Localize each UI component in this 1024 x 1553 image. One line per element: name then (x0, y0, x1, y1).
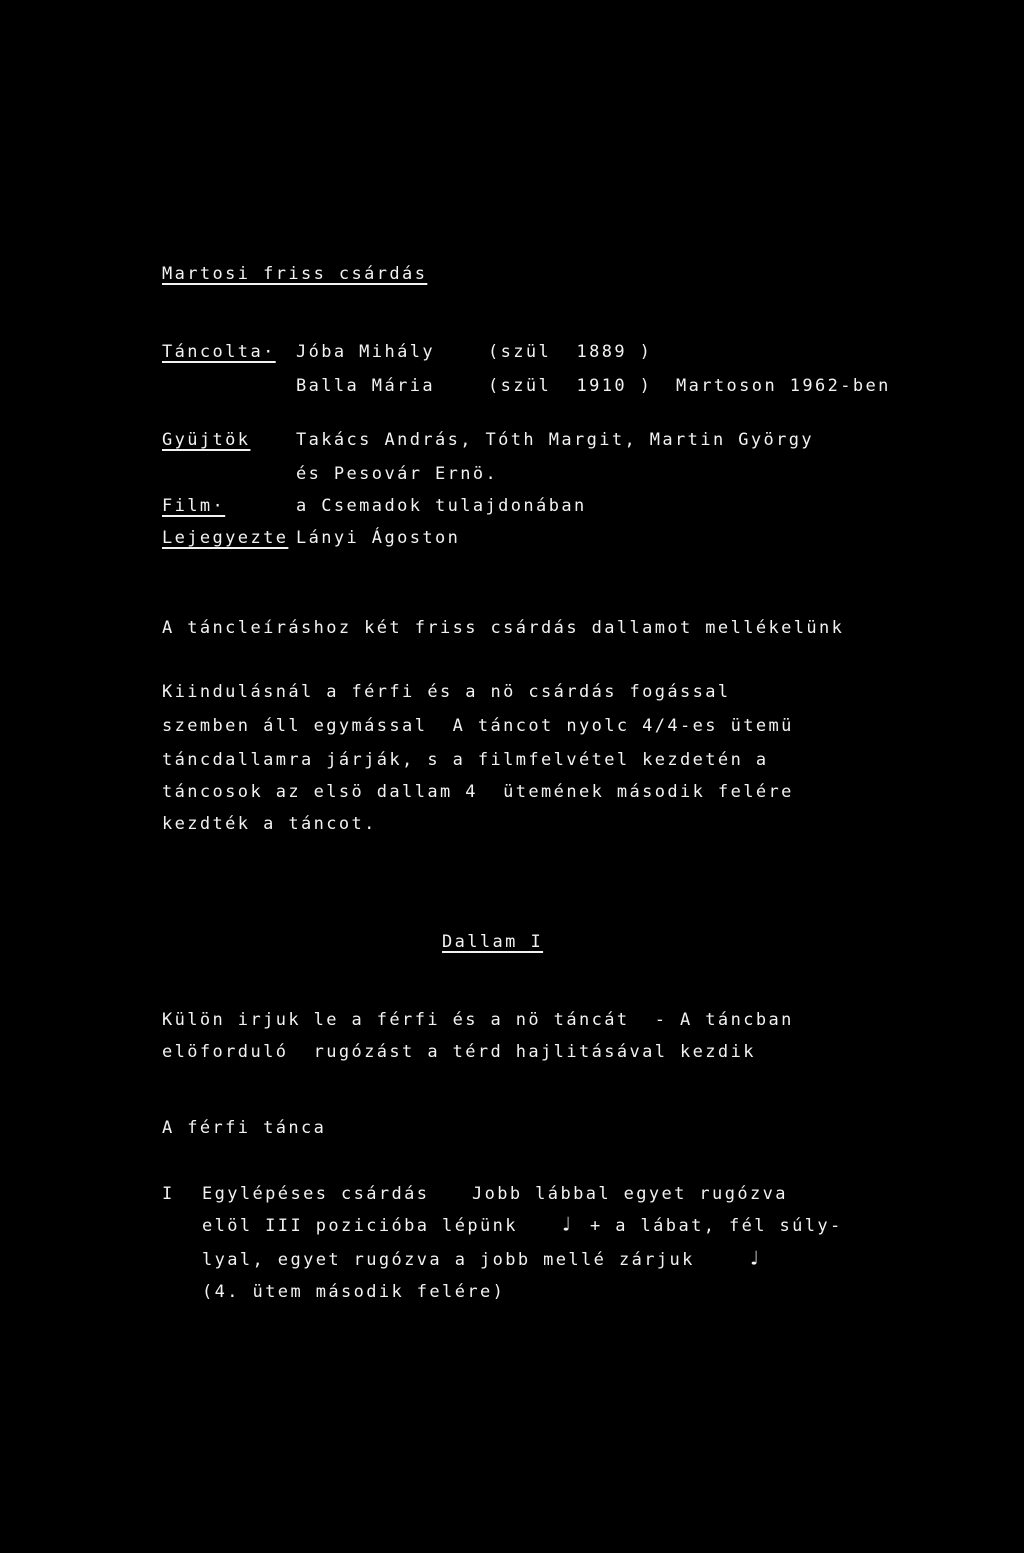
collectors-line1: Takács András, Tóth Margit, Martin György (296, 430, 815, 450)
collectors-line2: és Pesovár Ernö. (296, 464, 499, 484)
section-line: elöforduló rugózást a térd hajlitásával kezdik (162, 1042, 756, 1062)
film-value: a Csemadok tulajdonában (296, 496, 587, 516)
page-title: Martosi friss csárdás (162, 264, 428, 284)
paragraph-line: szemben áll egymással A táncot nyolc 4/4-es ütemü (162, 716, 794, 736)
quarter-note-icon: ♩ (748, 1246, 763, 1270)
step-line1-rest: Jobb lábbal egyet rugózva (472, 1184, 788, 1204)
section-heading: Dallam I (442, 932, 544, 952)
subheading: A férfi tánca (162, 1118, 327, 1138)
notated-label: Lejegyezte (162, 528, 289, 548)
dancer2-born: (szül 1910 ) (488, 376, 653, 396)
dancer1-name: Jóba Mihály (296, 342, 435, 362)
dancer1-born: (szül 1889 ) (488, 342, 653, 362)
intro-line: A táncleíráshoz két friss csárdás dallamot mellékelünk (162, 618, 845, 638)
paragraph-line: Kiindulásnál a férfi és a nö csárdás fogással (162, 682, 731, 702)
dancer2-place-year: Martoson 1962-ben (676, 376, 891, 396)
step-line4: (4. ütem második felére) (202, 1282, 506, 1302)
film-label: Film· (162, 496, 226, 516)
paragraph-line: táncdallamra járják, s a filmfelvétel kezdetén a (162, 750, 769, 770)
paragraph-line: kezdték a táncot. (162, 814, 377, 834)
step-number: I (162, 1184, 175, 1204)
dancers-label: Táncolta· (162, 342, 276, 362)
step-name: Egylépéses csárdás (202, 1184, 430, 1204)
section-line: Külön irjuk le a férfi és a nö táncát - A táncban (162, 1010, 794, 1030)
step-line3: lyal, egyet rugózva a jobb mellé zárjuk (202, 1250, 695, 1270)
paragraph-line: táncosok az elsö dallam 4 ütemének második felére (162, 782, 794, 802)
dancer2-name: Balla Mária (296, 376, 435, 396)
step-line2: elöl III pozicióba lépünk (202, 1216, 518, 1236)
step-line2-rest: + a lábat, fél súly- (590, 1216, 843, 1236)
quarter-note-icon: ♩ (560, 1212, 575, 1236)
collectors-label: Gyüjtök (162, 430, 251, 450)
notated-value: Lányi Ágoston (296, 528, 461, 548)
